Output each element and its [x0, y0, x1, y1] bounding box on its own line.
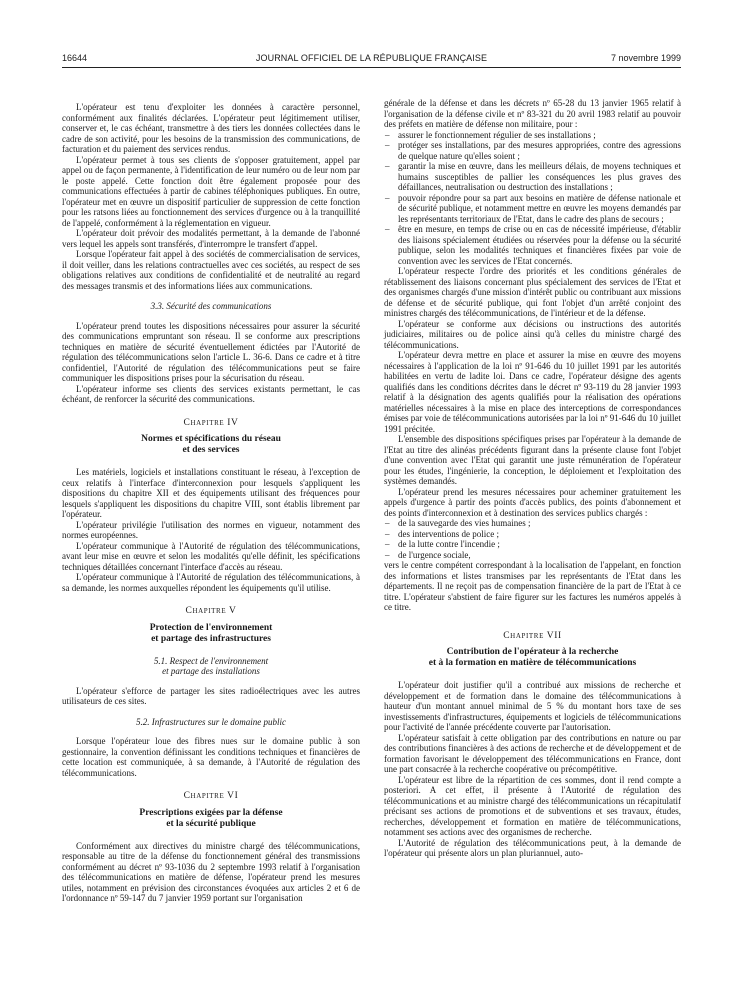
paragraph: L'opérateur doit prévoir des modalités permettant, à la demande de l'abonné vers lequel les appels sont transférés, d'interrompre le transfert d'appel. — [62, 228, 360, 249]
paragraph: L'opérateur respecte l'ordre des priorités et les conditions générales de rétablissement des liaisons concernant plus spécialement des services de l'Etat et des organismes chargés d'une mission d'intérêt public ou contribuant aux missions de défense et de sécurité publique, qui font l'objet d'un arrêté conjoint des ministres chargés des télécommunications, de l'intérieur et de la défense. — [384, 266, 681, 318]
paragraph: L'opérateur permet à tous ses clients de s'opposer gratuitement, appel par appel ou de façon permanente, à l'identification de leur numéro ou de leur nom par le poste appelé. Cette fonction doit être également proposée pour des communications effectuées à partir de cabines téléphoniques publiques. En outre, l'opérateur met en œuvre un dispositif particulier de suppression de cette fonction pour les ratsons liées au fonctionnement des services d'urgence ou à la tranquillité de l'appelé, conformément à la réglementation en vigueur. — [62, 154, 360, 228]
bullet-list — [384, 518, 681, 560]
chapter-title-line: et des services — [182, 445, 240, 455]
chapter-title-line: Normes et spécifications du réseau — [141, 434, 281, 444]
paragraph: L'opérateur communique à l'Autorité de régulation des télécommunications, avant leur mise en œuvre et selon les modalités qu'elle définit, les spécifications techniques détaillées concernant l'interface d'accès au réseau. — [62, 540, 360, 572]
chapter-title-line: et partage des infrastructures — [151, 633, 271, 644]
chapter-label: Chapitre VI — [183, 791, 239, 801]
paragraph: L'opérateur se conforme aux décisions ou instructions des autorités judiciaires, militaires ou de police ainsi qu'à celles du ministre chargé des télécommunications. — [384, 318, 681, 350]
chapter-title-line: et à la formation en matière de télécommunications — [428, 658, 637, 668]
paragraph: L'opérateur est tenu d'exploiter les données à caractère personnel, conformément aux finalités déclarées. L'opérateur peut légitimement utiliser, conserver et, le cas échéant, transmettre à des tiers les données collectées dans le cadre de son activité, pour les besoins de la transmission des communications, de facturation et du paiement des services rendus. — [62, 102, 360, 154]
section-heading — [62, 656, 360, 677]
paragraph: L'opérateur communique à l'Autorité de régulation des télécommunications, à sa demande, les normes auxquelles répondent les équipements qu'il utilise. — [62, 572, 360, 593]
list-item: – protéger ses installations, par des mesures appropriées, contre des agressions de quelque nature qu'elles soient ; — [384, 140, 681, 161]
chapter-title — [62, 623, 360, 645]
paragraph: Conformément aux directives du ministre chargé des télécommunications, responsable au titre de la défense du fonctionnement général des transmissions conformément au décret nº 93-1036 du 2 septembre 1993 relatif à l'organisation des télécommunications en matière de défense, l'opérateur prend les mesures utiles, notamment en prévision des circonstances évoquées aux articles 2 et 6 de l'ordonnance nº 59-147 du 7 janvier 1959 portant sur l'organisation — [62, 840, 360, 903]
chapter-label: Chapitre IV — [183, 417, 239, 428]
paragraph: L'opérateur informe ses clients des services existants permettant, le cas échéant, de renforcer la sécurité des communications. — [62, 383, 360, 404]
issue-date: 7 novembre 1999 — [610, 53, 681, 63]
list-item: – pouvoir répondre pour sa part aux besoins en matière de défense nationale et de sécurité publique, et notamment mettre en œuvre les moyens demandés par les représentants territoriaux de l'Etat, dans le cadre des plans de secours ; — [384, 193, 681, 225]
paragraph: L'opérateur prend les mesures nécessaires pour acheminer gratuitement les appels d'urgence à partir des points d'accès publics, des points d'abonnement et des points d'interconnexion et à destination des services publics chargés : — [384, 486, 681, 518]
list-item: – être en mesure, en temps de crise ou en cas de nécessité impérieuse, d'établir des liaisons spécialement étudiées ou réservées pour la défense ou la sécurité publique, selon les modalités techniques et financières fixées par voie de convention avec les services de l'Etat concernés. — [384, 224, 681, 266]
paragraph: Lorsque l'opérateur loue des fibres nues sur le domaine public à son gestionnaire, la convention définissant les conditions techniques et financières de cette location est communiquée, à sa demande, à l'Autorité de régulation des télécommunications. — [62, 736, 360, 778]
paragraph: L'opérateur est libre de la répartition de ces sommes, dont il rend compte a posteriori. A cet effet, il présente à l'Autorité de régulation des télécommunications et au ministre chargé des télécommunications un récapitulatif précisant ses actions de promotions et de subventions et ses travaux, études, recherches, développement et formation en matière de télécommunications, notamment ses actions avec des organismes de recherche. — [384, 774, 681, 837]
paragraph: L'opérateur privilégie l'utilisation des normes en vigueur, notamment des normes européennes. — [62, 519, 360, 540]
section-heading-line: et partage des installations — [162, 666, 260, 676]
paragraph: L'opérateur doit justifier qu'il a contribué aux missions de recherche et développement et de formation dans le domaine des télécommunications à hauteur d'un montant annuel minimal de 5 % du montant hors taxe de ses investissements d'infrastructures, équipements et logiciels de télécommunications pour l'activité de l'année précédente couverte par l'autorisation. — [384, 680, 681, 732]
list-item: – assurer le fonctionnement régulier de ses installations ; — [384, 130, 681, 141]
section-heading-line: 5.1. Respect de l'environnement — [153, 655, 269, 666]
chapter-title-line: Prescriptions exigées par la défense — [139, 807, 283, 818]
section-heading: 3.3. Sécurité des communications — [150, 301, 272, 311]
header-rule — [62, 67, 681, 68]
section-heading: 5.2. Infrastructures sur le domaine public — [136, 716, 286, 727]
list-item: – garantir la mise en œuvre, dans les meilleurs délais, de moyens techniques et humains susceptibles de pallier les conséquences les plus graves des défaillances, neutralisation ou destruction des installations ; — [384, 161, 681, 193]
list-item: – des interventions de police ; — [384, 529, 681, 540]
list-item: – de la lutte contre l'incendie ; — [384, 539, 681, 550]
right-column — [384, 98, 681, 859]
paragraph: L'opérateur devra mettre en place et assurer la mise en œuvre des moyens nécessaires à l'application de la loi nº 91-646 du 10 juillet 1991 par les autorités habilitées en vertu de ladite loi. Dans ce cadre, l'opérateur désigne des agents qualifiés dans les conditions décrites dans le décret nº 93-119 du 28 janvier 1993 relatif à la désignation des agents qualifiés pour la réalisation des opérations matérielles nécessaires à la mise en place des interceptions de correspondances émises par voie de télécommunications autorisées par la loi nº 91-646 du 10 juillet 1991 précitée. — [384, 350, 681, 434]
journal-title: JOURNAL OFFICIEL DE LA RÉPUBLIQUE FRANÇAISE — [255, 53, 488, 63]
chapter-title — [62, 434, 360, 456]
chapter-label: Chapitre V — [185, 606, 237, 616]
chapter-label: Chapitre VII — [503, 630, 562, 641]
left-column — [62, 102, 360, 904]
bullet-list — [384, 130, 681, 267]
chapter-title — [62, 808, 360, 830]
paragraph: Les matériels, logiciels et installations constituant le réseau, à l'exception de ceux relatifs à l'interface d'interconnexion pour lesquels s'appliquent les dispositions du chapitre XII et des équipements utilisant des fréquences pour lesquels s'appliquent les dispositions du chapitre VIII, sont établis librement par l'opérateur. — [62, 467, 360, 519]
paragraph: L'ensemble des dispositions spécifiques prises par l'opérateur à la demande de l'Etat au titre des alinéas précédents figurant dans la présente clause font l'objet d'une convention avec l'Etat qui garantit une juste rémunération de l'opérateur pour les études, l'ingénierie, la conception, le déploiement et l'exploitation des systèmes demandés. — [384, 434, 681, 486]
chapter-title-line: et la sécurité publique — [166, 818, 256, 829]
chapter-title-line: Protection de l'environnement — [149, 622, 273, 633]
paragraph: vers le centre compétent correspondant à la localisation de l'appelant, en fonction des informations et listes transmises par les représentants de l'Etat dans les départements. Il ne reçoit pas de compensation financière de la part de l'Etat à ce titre. L'opérateur s'abstient de faire figurer sur les factures les numéros appelés à ce titre. — [384, 560, 681, 612]
list-item: – de l'urgence sociale, — [384, 550, 681, 561]
paragraph: Lorsque l'opérateur fait appel à des sociétés de commercialisation de services, il doit veiller, dans les relations contractuelles avec ces sociétés, au respect de ses obligations relatives aux conditions de confidentialité et de neutralité au regard des messages transmis et des informations liées aux communications. — [62, 249, 360, 291]
page-header — [62, 53, 681, 67]
paragraph: générale de la défense et dans les décrets nº 65-28 du 13 janvier 1965 relatif à l'organisation de la défense civile et nº 83-321 du 20 avril 1983 relatif au pouvoir des préfets en matière de défense non militaire, pour : — [384, 98, 681, 129]
paragraph: L'opérateur prend toutes les dispositions nécessaires pour assurer la sécurité des communications empruntant son réseau. Il se conforme aux prescriptions techniques en matière de sécurité éventuellement édictées par l'Autorité de régulation des télécommunications selon l'article L. 36-6. Dans ce cadre et à titre confidentiel, l'Autorité de régulation des télécommunications peut se faire communiquer les dispositions prises pour la sécurisation du réseau. — [62, 320, 360, 383]
chapter-title — [384, 647, 681, 669]
list-item: – de la sauvegarde des vies humaines ; — [384, 518, 681, 529]
paragraph: L'opérateur s'efforce de partager les sites radioélectriques avec les autres utilisateurs de ces sites. — [62, 685, 360, 706]
page-number: 16644 — [62, 53, 88, 63]
paragraph: L'opérateur satisfait à cette obligation par des contributions en nature ou par des contributions financières à des actions de recherche et de développement et de formation favorisant le développement des télécommunications en France, dont une part consacrée à la recherche coopérative ou précompétitive. — [384, 732, 681, 774]
chapter-title-line: Contribution de l'opérateur à la recherche — [446, 647, 619, 657]
paragraph: L'Autorité de régulation des télécommunications peut, à la demande de l'opérateur qui présente alors un plan pluriannuel, auto- — [384, 837, 681, 858]
